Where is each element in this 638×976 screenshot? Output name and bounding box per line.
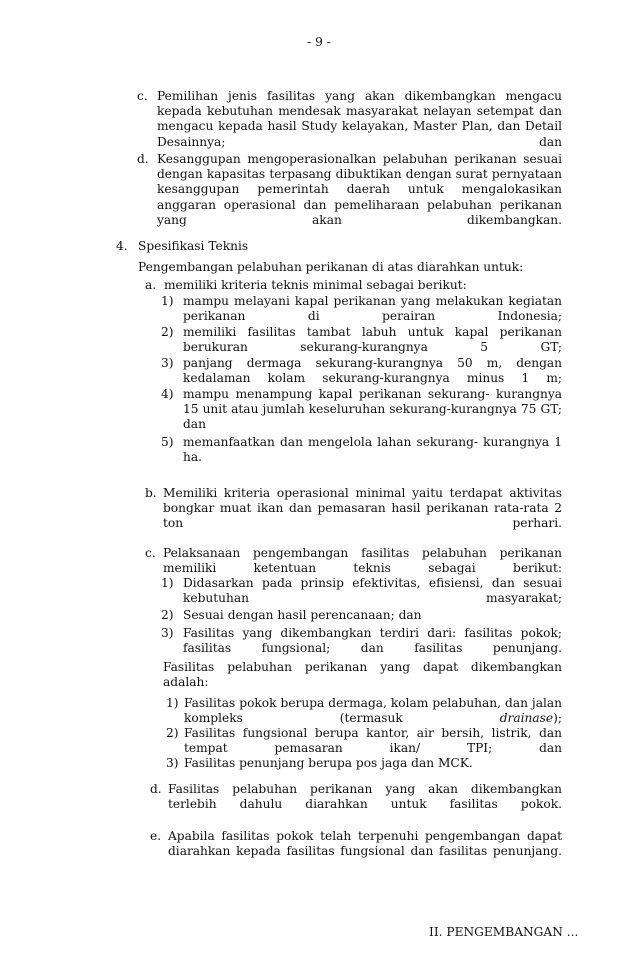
facility-text-end: );: [553, 711, 562, 726]
sublist-item: Fasilitas yang dikembangkan terdiri dari: fasilitas pokok; fasilitas fungsional; dan fasilitas penunjang.: [183, 626, 562, 656]
facility-italic-term: drainase: [499, 711, 554, 726]
sublist-label: 2): [161, 608, 174, 622]
list-item: memiliki kriteria teknis minimal sebagai berikut:: [164, 278, 467, 292]
list-label: d.: [150, 782, 162, 796]
sublist-item: Sesuai dengan hasil perencanaan; dan: [183, 608, 422, 622]
sublist-label: 5): [161, 435, 174, 449]
continuation-text: II. PENGEMBANGAN ...: [429, 925, 579, 939]
sublist-label: 3): [161, 356, 174, 370]
list-label: d.: [137, 152, 149, 166]
list-label: b.: [145, 486, 157, 500]
facilities-intro: Fasilitas pelabuhan perikanan yang dapat dikembangkan adalah:: [163, 660, 562, 690]
section-heading: Spesifikasi Teknis: [138, 239, 249, 253]
list-label: c.: [145, 546, 156, 560]
sublist-label: 1): [161, 294, 174, 308]
sublist-item: Fasilitas fungsional berupa kantor, air bersih, listrik, dan tempat pemasaran ikan/ TPI; dan: [184, 726, 562, 756]
list-item: Apabila fasilitas pokok telah terpenuhi pengembangan dapat diarahkan kepada fasilitas fungsional dan fasilitas penunjang.: [168, 829, 562, 859]
facility-text: Fasilitas pokok berupa dermaga, kolam pelabuhan, dan jalan kompleks (termasuk: [184, 696, 562, 726]
sublist-label: 1): [161, 576, 174, 590]
list-label: e.: [150, 829, 162, 843]
section-intro: Pengembangan pelabuhan perikanan di atas diarahkan untuk:: [138, 260, 524, 274]
sublist-label: 3): [161, 626, 174, 640]
sublist-label: 3): [166, 756, 179, 770]
list-item: Pemilihan jenis fasilitas yang akan dikembangkan mengacu kepada kebutuhan mendesak masyarakat nelayan setempat dan mengacu kepada hasil Study kelayakan, Master Plan, dan Detail Desainnya; dan: [157, 89, 562, 149]
list-item: Kesanggupan mengoperasionalkan pelabuhan perikanan sesuai dengan kapasitas terpasang dibuktikan dengan surat pernyataan kesanggupan pemerintah daerah untuk mengalokasikan anggaran operasional dan pemeliharaan pelabuhan perikanan yang akan dikembangkan.: [157, 152, 562, 227]
section-number: 4.: [116, 239, 128, 253]
sublist-item: Fasilitas penunjang berupa pos jaga dan MCK.: [184, 756, 473, 770]
sublist-label: 2): [166, 726, 179, 740]
sublist-item: Didasarkan pada prinsip efektivitas, efisiensi, dan sesuai kebutuhan masyarakat;: [183, 576, 562, 606]
page-number: - 9 -: [307, 35, 331, 49]
sublist-label: 2): [161, 325, 174, 339]
list-item: Fasilitas pelabuhan perikanan yang akan dikembangkan terlebih dahulu diarahkan untuk fasilitas pokok.: [168, 782, 562, 812]
sublist-item: memiliki fasilitas tambat labuh untuk kapal perikanan berukuran sekurang-kurangnya 5 GT;: [183, 325, 562, 355]
sublist-item: panjang dermaga sekurang-kurangnya 50 m, dengan kedalaman kolam sekurang-kurangnya minus 1 m;: [183, 356, 562, 386]
sublist-item: mampu melayani kapal perikanan yang melakukan kegiatan perikanan di perairan Indonesia;: [183, 294, 562, 324]
sublist-item: mampu menampung kapal perikanan sekurang- kurangnya 15 unit atau jumlah keseluruhan sekurang-kurangnya 75 GT; dan: [183, 387, 562, 432]
sublist-label: 4): [161, 387, 174, 401]
list-item: Pelaksanaan pengembangan fasilitas pelabuhan perikanan memiliki ketentuan teknis sebagai berikut:: [163, 546, 562, 576]
sublist-label: 1): [166, 696, 179, 710]
list-label: c.: [137, 89, 148, 103]
sublist-item: memanfaatkan dan mengelola lahan sekurang- kurangnya 1 ha.: [183, 435, 562, 465]
list-item: Memiliki kriteria operasional minimal yaitu terdapat aktivitas bongkar muat ikan dan pemasaran hasil perikanan rata-rata 2 ton perhari.: [163, 486, 562, 531]
sublist-item: [184, 696, 562, 726]
list-label: a.: [145, 278, 157, 292]
